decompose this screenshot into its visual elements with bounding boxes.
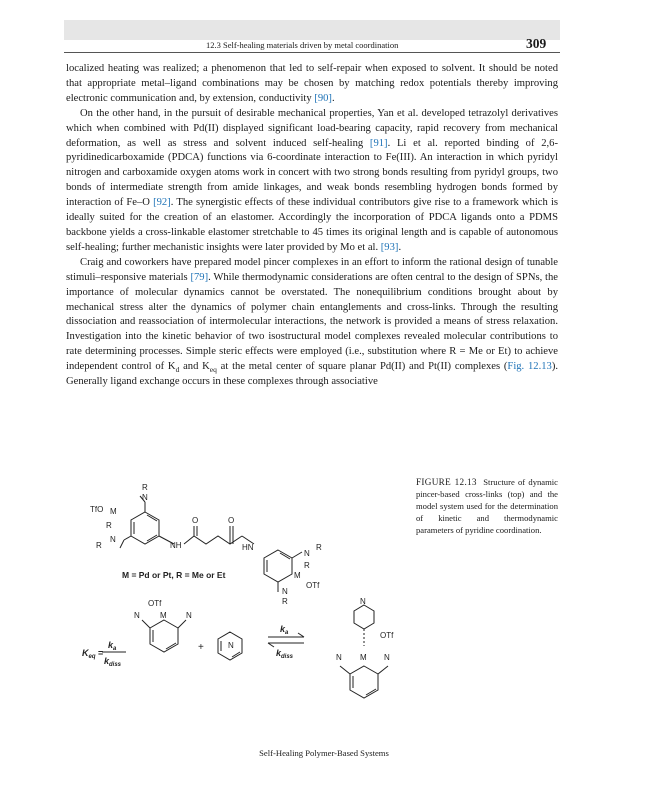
atom-label: N xyxy=(336,653,342,662)
atom-label: M xyxy=(110,507,117,516)
figure-link[interactable]: Fig. 12.13 xyxy=(507,361,552,373)
metal-note: M = Pd or Pt, R = Me or Et xyxy=(122,570,226,580)
atom-label: O xyxy=(192,516,199,525)
atom-label: N xyxy=(142,493,148,502)
atom-label: NH xyxy=(170,541,182,550)
atom-label: M xyxy=(160,611,167,620)
equals-sign: = xyxy=(98,648,104,658)
atom-label: R xyxy=(304,561,310,570)
figure-caption xyxy=(416,476,558,536)
atom-label: N xyxy=(134,611,140,620)
citation-link[interactable]: [79] xyxy=(190,271,209,283)
ka-arrow-label: $k_a$ xyxy=(280,624,289,636)
atom-label: N xyxy=(282,587,288,596)
atom-label: OTf xyxy=(148,599,162,608)
header-rule xyxy=(64,52,560,53)
benzene-ring xyxy=(131,512,159,544)
footer-book-title: Self-Healing Polymer-Based Systems xyxy=(259,748,389,758)
atom-label: N xyxy=(186,611,192,620)
plus-sign: + xyxy=(198,642,204,653)
atom-label: N xyxy=(228,641,234,650)
atom-label: N xyxy=(384,653,390,662)
figure-structures xyxy=(82,470,412,710)
atom-label: O xyxy=(228,516,235,525)
citation-link[interactable]: [91] xyxy=(369,137,388,149)
pyridine-ring xyxy=(354,605,374,629)
atom-label: N xyxy=(360,597,366,606)
atom-label: R xyxy=(142,483,148,492)
atom-label: N xyxy=(110,535,116,544)
paragraph-3: Craig and coworkers have prepared model pincer complexes in an effort to inform the rational design of tunable stimuli–responsive materials [79]. While thermodynamic considerations are often central to the design of SPNs, the importance of molecular dynamics cannot be overstated. The nonequilibrium conditions brought about by mechanical stress alter the dynamics of polymer chain entanglements and cross-links. Through the resulting dissociation and reassociation of intermolecular interactions, the network is provided a means of stress relaxation. Investigation into the kinetic behavior of two isostructural model complexes revealed molecular contributions to rate determining processes. Simple steric effects were employed (i.e., substitution where R = Me or Et) to achieve independent control of $K_d$ and $K_{eq}$ at the metal center of square planar Pd(II) and Pt(II) complexes (Fig. 12.13). Generally ligand exchange occurs in these complexes through associative xyxy=(66,256,558,388)
atom-label: M xyxy=(294,571,301,580)
citation-link[interactable]: [92] xyxy=(153,197,171,209)
atom-label: N xyxy=(304,549,310,558)
atom-label: R xyxy=(96,541,102,550)
body-text xyxy=(66,62,558,390)
atom-label: R xyxy=(316,543,322,552)
kdiss-symbol: $k_{diss}$ xyxy=(104,656,122,668)
running-title: 12.3 Self-healing materials driven by metal coordination xyxy=(206,40,399,50)
figure-label: FIGURE 12.13 xyxy=(416,477,477,487)
ka-symbol: $k_a$ xyxy=(108,640,117,652)
keq-symbol: $K_{eq}$ xyxy=(82,648,96,660)
paragraph-2: On the other hand, in the pursuit of desirable mechanical properties, Yan et al. developed tetrazolyl derivatives which when combined with Pd(II) displayed significant load-bearing capacity, rapid recovery from mechanical deformation, as well as stress and solvent induced self-healing [91]. Li et al. reported binding of 2,6-pyridinedicarboxamide (PDCA) functions via 6-coordinate interaction to Fe(III). An interaction in which pyridyl nitrogen and carboxamide oxygen atoms work in concert with two strong bonds resulting from pyridyl groups, two bonds of intermediate strength from amide linkages, and weak bonds resembling hydrogen bonds formed by interaction of Fe–O [92]. The synergistic effects of these individual contributors give rise to a framework which is ideally suited for the creation of an elastomer. Accordingly the incorporation of PDCA ligands onto a PDMS backbone yields a cross-linkable elastomer stretchable to 45 times its original length and is capable of autonomous self-healing; further mechanistic insights were later provided by Mo et al. [93]. xyxy=(66,107,559,253)
benzene-ring xyxy=(350,666,378,698)
atom-label: R xyxy=(282,597,288,606)
paragraph-1: localized heating was realized; a phenomenon that led to self-repair when exposed to solvent. It should be noted that appropriate metal–ligand combinations may be chosen by matching redox potentials thereby improving electronic communication and, by extension, conductivity [90]. xyxy=(66,63,558,104)
atom-label: R xyxy=(106,521,112,530)
header-band xyxy=(64,20,560,40)
atom-label: OTf xyxy=(380,631,394,640)
page-number: 309 xyxy=(526,36,547,51)
citation-link[interactable]: [93] xyxy=(380,241,399,253)
kdiss-arrow-label: $k_{diss}$ xyxy=(276,648,294,660)
benzene-ring xyxy=(264,550,292,582)
atom-label: OTf xyxy=(306,581,320,590)
atom-label: HN xyxy=(242,543,254,552)
benzene-ring xyxy=(150,620,178,652)
figure-caption-text: Structure of dynamic pincer-based cross-links (top) and the model system used for the determination of kinetic and thermodynamic parameters of pyridine coordination. xyxy=(416,477,558,535)
citation-link[interactable]: [90] xyxy=(314,92,332,104)
atom-label: TfO xyxy=(90,505,104,514)
atom-label: M xyxy=(360,653,367,662)
